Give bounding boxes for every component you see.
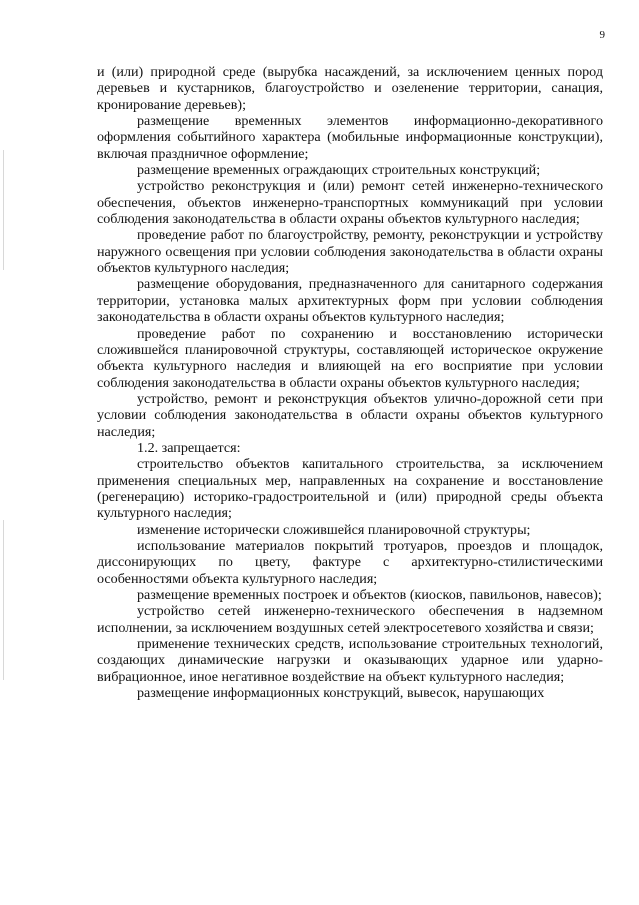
paragraph-prohibited-item: использование материалов покрытий тротуаров, проездов и площадок, диссонирующих по цвету, фактуре с архитектурно-стилистическими особенностями объекта культурного наследия; [97, 537, 603, 587]
paragraph-allowed-item: устройство реконструкция и (или) ремонт сетей инженерно-технического обеспечения, объектов инженерно-транспортных коммуникаций при условии соблюдения законодательства в области охраны объектов культурного наследия; [97, 178, 603, 228]
paragraph-allowed-item: размещение временных элементов информационно-декоративного оформления событийного характера (мобильные информационные конструкции), включая праздничное оформление; [97, 113, 603, 162]
paragraph-prohibited-item: изменение исторически сложившейся планировочной структуры; [137, 521, 531, 538]
paragraph-prohibited-item: строительство объектов капитального строительства, за исключением применения специальных мер, направленных на сохранение и восстановление (регенерацию) историко-градостроительной и (или) природной среды объекта культурного наследия; [97, 456, 603, 522]
section-heading: 1.2. запрещается: [137, 439, 241, 456]
paragraph-allowed-item: размещение временных ограждающих строительных конструкций; [137, 162, 541, 179]
paragraph-prohibited-item: размещение информационных конструкций, вывесок, нарушающих [137, 685, 545, 702]
scan-edge-mark [3, 150, 4, 270]
page-number: 9 [599, 29, 605, 41]
paragraph-prohibited-item: применение технических средств, использование строительных технологий, создающих динамические нагрузки и оказывающих ударное или ударно-вибрационное, иное негативное воздействие на объект культурного наследия; [97, 636, 603, 685]
paragraph-prohibited-item: устройство сетей инженерно-технического обеспечения в надземном исполнении, за исключением воздушных сетей электросетевого хозяйства и связи; [97, 603, 603, 636]
paragraph-allowed-item: устройство, ремонт и реконструкция объектов улично-дорожной сети при условии соблюдения законодательства в области охраны объектов культурного наследия; [97, 390, 603, 440]
paragraph-continued: и (или) природной среде (вырубка насаждений, за исключением ценных пород деревьев и кустарников, благоустройство и озеленение территории, санация, кронирование деревьев); [97, 64, 603, 113]
paragraph-allowed-item: проведение работ по благоустройству, ремонту, реконструкции и устройству наружного освещения при условии соблюдения законодательства в области охраны объектов культурного наследия; [97, 227, 603, 277]
document-body [97, 64, 603, 701]
paragraph-prohibited-item: размещение временных построек и объектов (киосков, павильонов, навесов); [137, 587, 602, 603]
paragraph-allowed-item: размещение оборудования, предназначенного для санитарного содержания территории, установка малых архитектурных форм при условии соблюдения законодательства в области охраны объектов культурного наследия; [97, 276, 603, 326]
scan-edge-mark [3, 520, 4, 680]
paragraph-allowed-item: проведение работ по сохранению и восстановлению исторически сложившейся планировочной структуры, составляющей историческое окружение объекта культурного наследия и влияющей на его восприятие при условии соблюдения законодательства в области охраны объектов культурного наследия; [97, 325, 603, 391]
